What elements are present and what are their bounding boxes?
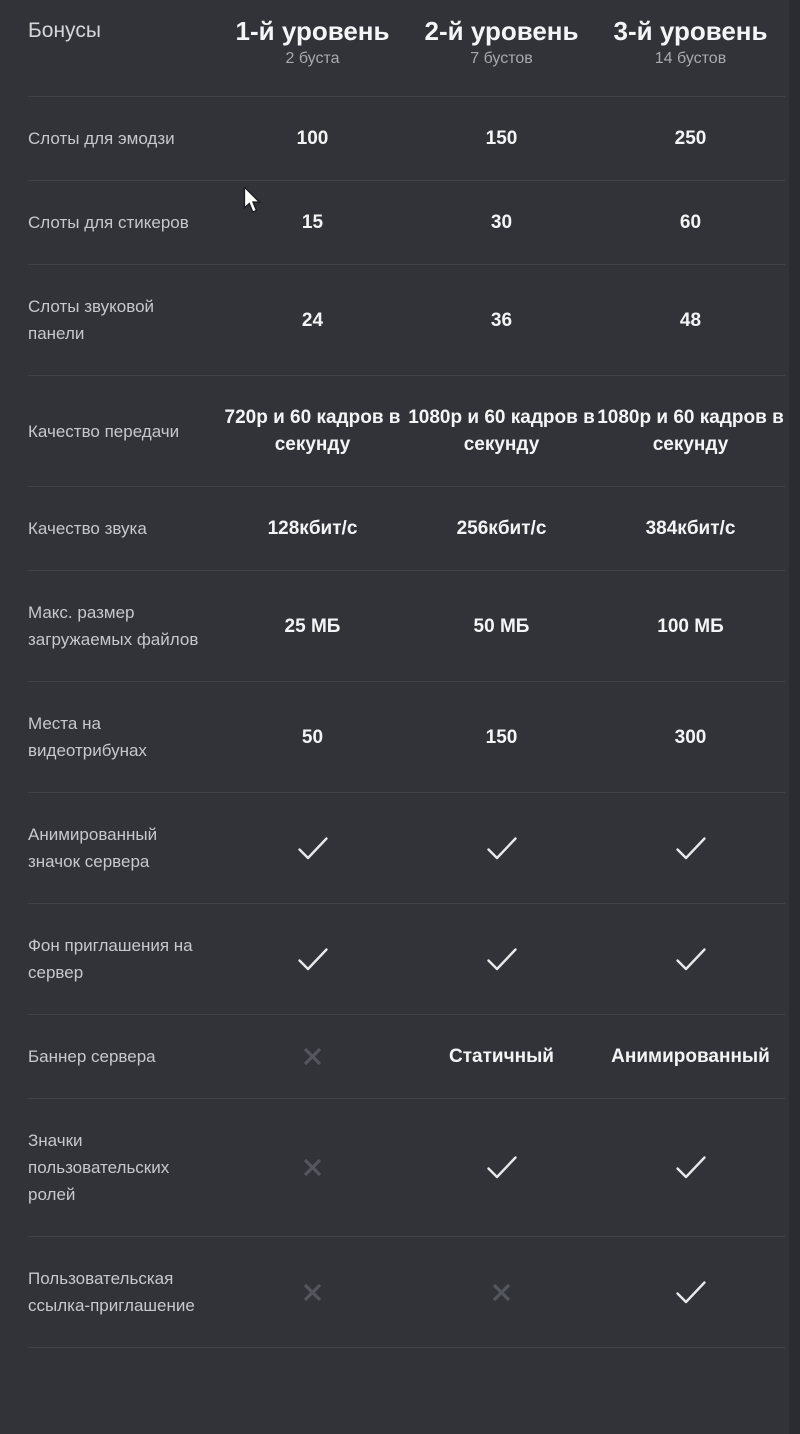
cell-value bbox=[407, 613, 596, 640]
table-row bbox=[28, 1237, 785, 1348]
cell-value bbox=[218, 515, 407, 542]
column-title: 1-й уровень bbox=[235, 16, 390, 46]
cell-value-text: 300 bbox=[674, 726, 707, 748]
cross-icon bbox=[407, 1281, 596, 1304]
row-label: Фон приглашения на сервер bbox=[28, 936, 193, 982]
cell-value bbox=[407, 209, 596, 236]
column-subtitle: 2 буста bbox=[285, 50, 340, 67]
cell-value-text: 15 bbox=[301, 212, 324, 233]
cell-value bbox=[407, 724, 596, 751]
column-header-level-2 bbox=[407, 15, 596, 96]
cell-value bbox=[407, 1043, 596, 1070]
table-body bbox=[28, 97, 785, 1348]
cell-value bbox=[596, 515, 785, 542]
row-label: Пользовательская ссылка-приглашение bbox=[28, 1269, 195, 1315]
row-label: Слоты для стикеров bbox=[28, 213, 189, 232]
row-label: Анимированный значок сервера bbox=[28, 825, 158, 871]
check-icon bbox=[407, 946, 596, 973]
cell-value-text: 128кбит/с bbox=[267, 518, 358, 539]
table-row bbox=[28, 97, 785, 181]
cell-value bbox=[596, 613, 785, 640]
column-title: 2-й уровень bbox=[424, 16, 579, 46]
cell-value-text: 50 bbox=[301, 726, 324, 748]
table-row bbox=[28, 904, 785, 1015]
cell-value bbox=[596, 307, 785, 334]
cell-value-text: 48 bbox=[679, 309, 702, 331]
check-icon bbox=[218, 946, 407, 973]
cell-value-text: 36 bbox=[490, 309, 513, 331]
cell-value bbox=[218, 724, 407, 751]
table-row bbox=[28, 1099, 785, 1237]
table-row bbox=[28, 1015, 785, 1099]
check-icon bbox=[407, 835, 596, 862]
cross-icon bbox=[218, 1281, 407, 1304]
check-icon bbox=[596, 835, 785, 862]
check-icon bbox=[596, 1154, 785, 1181]
cell-value bbox=[218, 125, 407, 152]
check-icon bbox=[218, 835, 407, 862]
table-row bbox=[28, 571, 785, 682]
column-subtitle: 14 бустов bbox=[654, 50, 727, 67]
cell-value bbox=[596, 404, 785, 458]
cell-value bbox=[596, 1043, 785, 1070]
cell-value-text: 1080p и 60 кадров в секунду bbox=[597, 407, 784, 455]
cell-value bbox=[596, 724, 785, 751]
cell-value-text: 100 bbox=[296, 128, 329, 149]
check-icon bbox=[596, 1279, 785, 1306]
cell-value-text: 256кбит/с bbox=[456, 518, 547, 539]
cell-value-text: 720p и 60 кадров в секунду bbox=[224, 407, 401, 455]
cell-value bbox=[407, 125, 596, 152]
cell-value bbox=[407, 404, 596, 458]
table-row bbox=[28, 793, 785, 904]
cell-value bbox=[218, 404, 407, 458]
perks-table bbox=[28, 0, 785, 1348]
table-title: Бонусы bbox=[28, 19, 101, 42]
cell-value-text: Анимированный bbox=[611, 1046, 770, 1067]
check-icon bbox=[407, 1154, 596, 1181]
cell-value-text: 150 bbox=[485, 726, 518, 748]
table-row bbox=[28, 682, 785, 793]
cell-value-text: Статичный bbox=[449, 1046, 554, 1067]
cross-icon bbox=[218, 1045, 407, 1068]
cell-value bbox=[596, 209, 785, 236]
row-label: Слоты звуковой панели bbox=[28, 297, 155, 343]
column-header-level-1 bbox=[218, 15, 407, 96]
cell-value-text: 25 МБ bbox=[284, 615, 341, 637]
cell-value-text: 100 МБ bbox=[657, 615, 724, 637]
table-row bbox=[28, 487, 785, 571]
cross-icon bbox=[218, 1156, 407, 1179]
row-label: Качество передачи bbox=[28, 421, 180, 441]
table-row bbox=[28, 265, 785, 376]
cell-value-text: 1080p и 60 кадров в секунду bbox=[408, 407, 595, 455]
cell-value bbox=[596, 125, 785, 152]
mouse-cursor bbox=[243, 187, 262, 214]
cell-value bbox=[407, 307, 596, 334]
column-title: 3-й уровень bbox=[613, 16, 768, 46]
cell-value-text: 150 bbox=[485, 128, 518, 149]
check-icon bbox=[596, 946, 785, 973]
cell-value bbox=[218, 307, 407, 334]
table-header bbox=[28, 0, 785, 97]
row-label: Баннер сервера bbox=[28, 1047, 156, 1066]
row-label: Качество звука bbox=[28, 519, 147, 538]
row-label: Слоты для эмодзи bbox=[28, 129, 175, 148]
row-label: Значки пользовательских ролей bbox=[28, 1131, 170, 1204]
column-subtitle: 7 бустов bbox=[470, 50, 533, 67]
cell-value bbox=[407, 515, 596, 542]
column-header-level-3 bbox=[596, 15, 785, 96]
cell-value bbox=[218, 613, 407, 640]
cell-value-text: 30 bbox=[490, 212, 513, 233]
table-row bbox=[28, 376, 785, 487]
row-label: Макс. размер загружаемых файлов bbox=[28, 603, 199, 649]
cell-value-text: 384кбит/с bbox=[645, 518, 736, 539]
cell-value-text: 24 bbox=[301, 309, 324, 331]
cell-value-text: 60 bbox=[679, 212, 702, 233]
cell-value-text: 50 МБ bbox=[473, 615, 530, 637]
cell-value-text: 250 bbox=[674, 128, 707, 149]
row-label: Места на видеотрибунах bbox=[28, 714, 147, 760]
table-row bbox=[28, 181, 785, 265]
scrollbar-track[interactable] bbox=[789, 0, 800, 1434]
